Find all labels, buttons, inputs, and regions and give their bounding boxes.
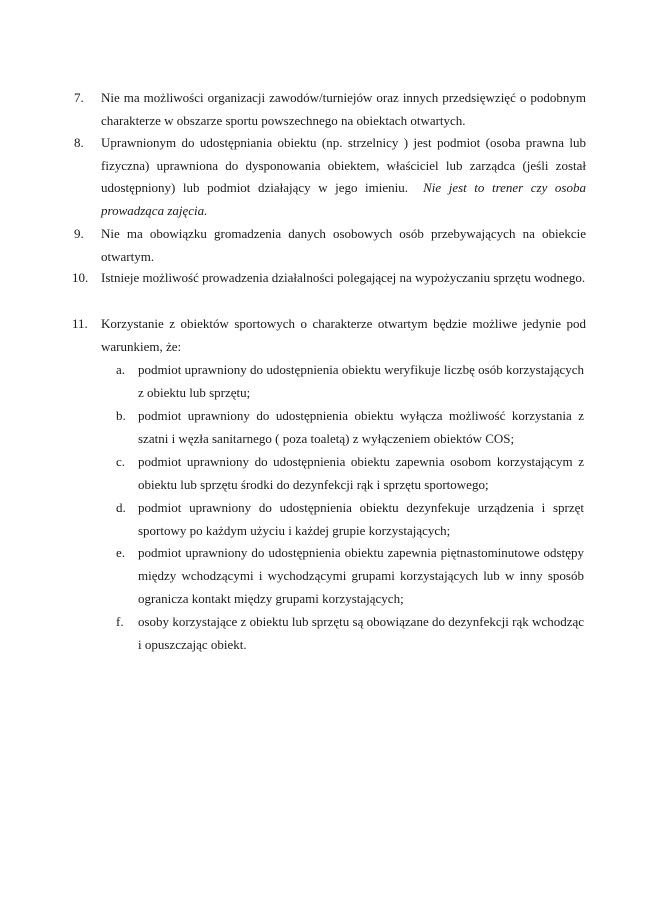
item-number: 7. (74, 90, 84, 105)
sub-item-letter: c. (116, 454, 126, 469)
sub-item-text: podmiot uprawniony do udostępnienia obiektu zapewnia piętnastominutowe odstępy między wchodzącymi i wychodzącymi grupami korzystających lub w inny sposób ogranicza kontakt między grupami korzystających; (138, 545, 584, 606)
sub-item-text: podmiot uprawniony do udostępnienia obiektu dezynfekuje urządzenia i sprzęt sportowy po każdym użyciu i każdej grupie korzystających; (138, 500, 584, 538)
sub-item-letter: e. (116, 545, 126, 560)
sub-item-text: podmiot uprawniony do udostępnienia obiektu wyłącza możliwość korzystania z szatni i węzła sanitarnego ( poza toaletą) z wyłączeniem obiektów COS; (138, 408, 584, 446)
sub-item-text: podmiot uprawniony do udostępnienia obiektu zapewnia osobom korzystającym z obiektu lub sprzętu środki do dezynfekcji rąk i sprzętu sportowego; (138, 454, 584, 492)
item-number: 9. (74, 226, 84, 241)
item-number: 10. (72, 270, 89, 285)
sub-item-text: osoby korzystające z obiektu lub sprzętu są obowiązane do dezynfekcji rąk wchodząc i opuszczając obiekt. (138, 614, 584, 652)
item-italic-note: Nie jest to trener czy osoba prowadząca zajęcia. (101, 180, 586, 218)
item-number: 8. (74, 135, 84, 150)
item-text: Nie ma możliwości organizacji zawodów/turniejów oraz innych przedsięwzięć o podobnym charakterze w obszarze sportu powszechnego na obiektach otwartych. (101, 90, 586, 128)
sub-item-letter: f. (116, 614, 124, 629)
item-text: Istnieje możliwość prowadzenia działalności polegającej na wypożyczaniu sprzętu wodnego. (101, 270, 586, 285)
sub-item-letter: a. (116, 362, 126, 377)
sub-item-a (116, 358, 584, 404)
sub-item-text: podmiot uprawniony do udostępnienia obiektu weryfikuje liczbę osób korzystających z obiektu lub sprzętu; (138, 362, 584, 400)
item-text: Nie ma obowiązku gromadzenia danych osobowych osób przebywających na obiekcie otwartym. (101, 226, 586, 264)
sub-item-c (116, 450, 584, 496)
sub-item-letter: b. (116, 408, 126, 423)
list-item-10 (74, 267, 586, 290)
list-item-8 (74, 132, 586, 222)
list-item-9 (74, 223, 586, 268)
sub-item-letter: d. (116, 500, 126, 515)
item-number: 11. (72, 316, 88, 331)
item-text: Uprawnionym do udostępniania obiektu (np. strzelnicy ) jest podmiot (osoba prawna lub fizyczna) uprawniona do dysponowania obiektem, właściciel lub zarządca (jeśli został udostępniony) lub podmiot działający w jego imieniu. (101, 135, 586, 195)
sub-item-f (116, 610, 584, 656)
sub-item-b (116, 404, 584, 450)
item-text-container (101, 132, 586, 222)
list-item-7 (74, 87, 586, 132)
item-text: Korzystanie z obiektów sportowych o charakterze otwartym będzie możliwe jedynie pod warunkiem, że: (101, 316, 586, 354)
sub-item-d (116, 496, 584, 542)
sub-item-e (116, 541, 584, 610)
list-item-11 (74, 313, 586, 358)
